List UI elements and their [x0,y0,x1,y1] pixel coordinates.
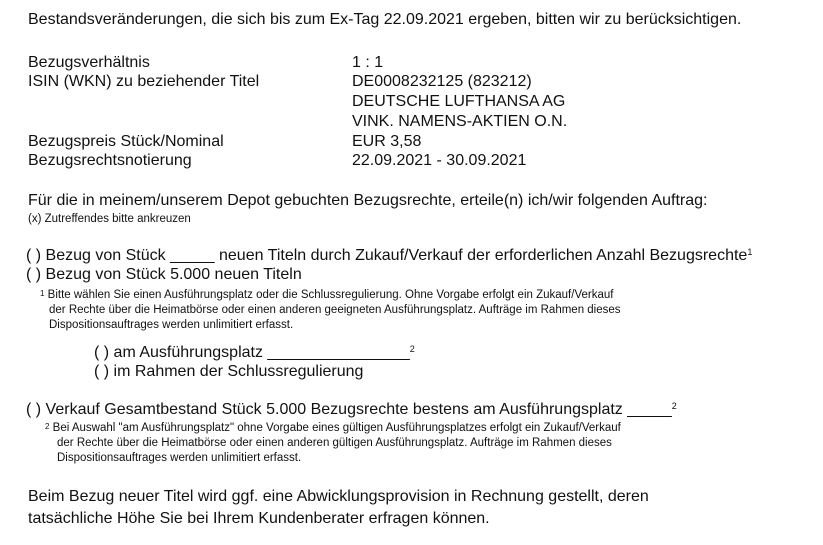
footnote-1-line: Dispositionsauftrages werden unlimitiert erfasst. [49,319,294,331]
option-label: ( ) Verkauf Gesamtbestand Stück 5.000 Bezugsrechte bestens am Ausführungsplatz _____ [26,401,672,418]
footnote-2-line: Dispositionsauftrages werden unlimitiert erfasst. [57,452,302,464]
intro-text: Bestandsveränderungen, die sich bis zum Ex-Tag 22.09.2021 ergeben, bitten wir zu berücksichtigen. [28,11,742,28]
check-hint: (x) Zutreffendes bitte ankreuzen [28,213,191,225]
closing-line: Beim Bezug neuer Titel wird ggf. eine Abwicklungsprovision in Rechnung gestellt, deren [28,488,649,505]
label-bezugsverhaeltnis: Bezugsverhältnis [28,54,150,71]
footnote-ref: 1 [747,247,753,257]
footnote-1-line: der Rechte über die Heimatbörse oder einen anderen geeigneten Ausführungsplatz. Aufträge im Rahmen dieses [49,304,621,316]
order-intro: Für die in meinem/unserem Depot gebuchten Bezugsrechte, erteile(n) ich/wir folgenden Auftrag: [28,192,708,209]
option-ausfuehrungsplatz[interactable] [94,344,415,362]
footnote-ref: 2 [671,401,677,411]
value-bezugspreis: EUR 3,58 [352,133,422,150]
footnote-2-line: der Rechte über die Heimatbörse oder einen anderen gültigen Ausführungsplatz. Aufträge im Rahmen dieses [57,437,612,449]
footnote-text: Bitte wählen Sie einen Ausführungsplatz oder die Schlussregulierung. Ohne Vorgabe erfolgt ein Zukauf/Verkauf [47,289,614,301]
option-verkauf-gesamtbestand[interactable] [26,401,677,419]
value-bezugsverhaeltnis: 1 : 1 [352,54,384,71]
option-bezug-zukauf[interactable] [26,247,752,265]
value-notierung: 22.09.2021 - 30.09.2021 [352,152,527,169]
value-issuer: DEUTSCHE LUFTHANSA AG [352,93,566,110]
footnote-ref: 2 [409,344,415,354]
label-notierung: Bezugsrechtsnotierung [28,152,192,169]
label-bezugspreis: Bezugspreis Stück/Nominal [28,133,224,150]
value-security-type: VINK. NAMENS-AKTIEN O.N. [352,113,568,130]
option-schlussregulierung[interactable]: ( ) im Rahmen der Schlussregulierung [94,363,364,380]
footnote-mark: 1 [40,289,45,298]
option-bezug-5000[interactable]: ( ) Bezug von Stück 5.000 neuen Titeln [26,266,302,283]
option-label: ( ) Bezug von Stück _____ neuen Titeln durch Zukauf/Verkauf der erforderlichen Anzahl Bezugsrechte [26,247,748,264]
label-isin: ISIN (WKN) zu beziehender Titel [28,73,260,90]
option-label: ( ) am Ausführungsplatz ________________ [94,344,410,361]
footnote-1-line [40,288,613,302]
footnote-mark: 2 [45,422,50,431]
value-isin: DE0008232125 (823212) [352,73,532,90]
footnote-2-line [45,421,621,435]
closing-line: tatsächliche Höhe Sie bei Ihrem Kundenberater erfragen können. [28,510,490,527]
footnote-text: Bei Auswahl "am Ausführungsplatz" ohne Vorgabe eines gültigen Ausführungsplatzes erfolgt ein Zukauf/Verkauf [52,422,621,434]
